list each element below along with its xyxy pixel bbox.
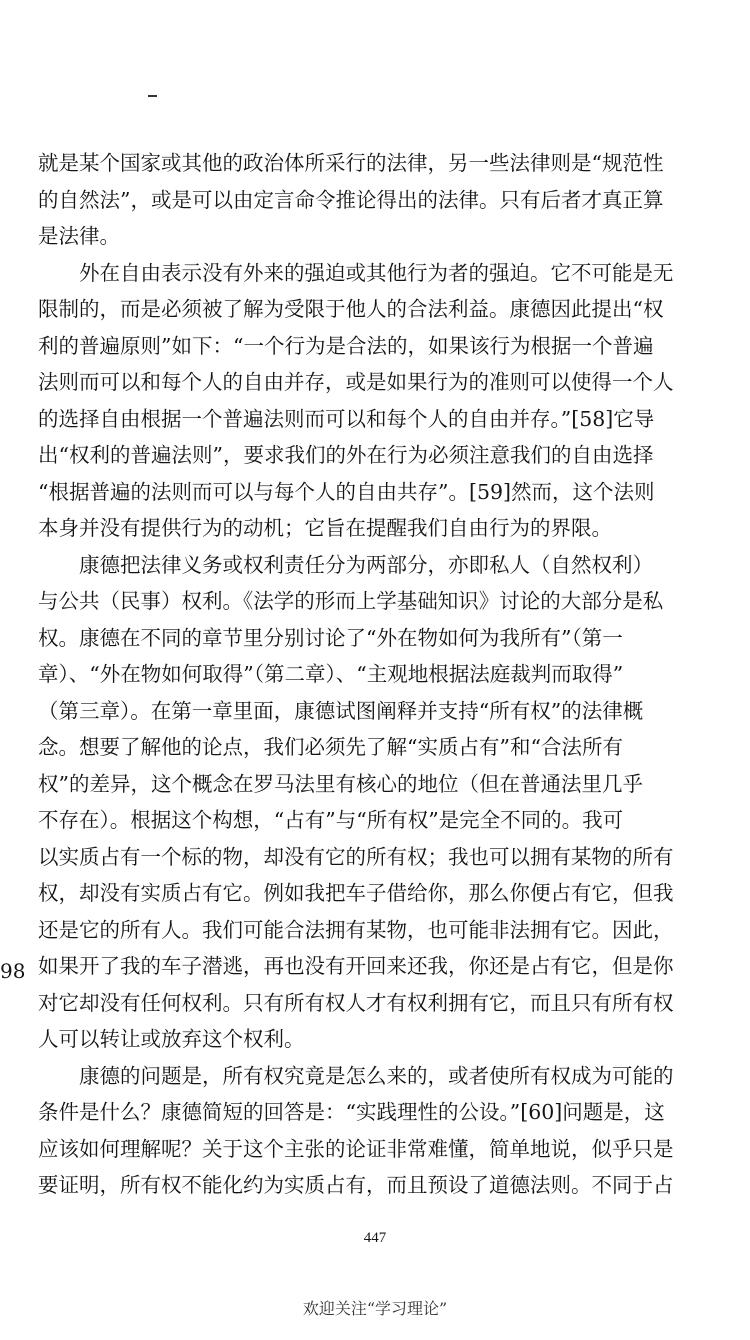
text-line: 权”的差异，这个概念在罗马法里有核心的地位（但在普通法里几乎	[38, 771, 643, 796]
page-number: 447	[363, 1230, 387, 1246]
text-line: 权，却没有实质占有它。例如我把车子借给你，那么你便占有它，但我	[38, 881, 674, 905]
text-line: 人可以转让或放弃这个权利。	[38, 1027, 305, 1051]
margin-page-number: 98	[0, 959, 26, 983]
text-line: 的选择自由根据一个普遍法则而可以和每个人的自由并存。”[58]它导	[38, 406, 655, 431]
text-line: 就是某个国家或其他的政治体所采行的法律，另一些法律则是“规范性	[38, 151, 664, 175]
text-line: 的自然法”，或是可以由定言命令推论得出的法律。只有后者才真正算	[38, 187, 664, 212]
text-line: 章）、“外在物如何取得”（第二章）、“主观地根据法庭裁判而取得”	[38, 662, 624, 686]
text-line: 条件是什么？康德简短的回答是：“实践理性的公设。”[60]问题是，这	[38, 1100, 665, 1124]
text-line: 要证明，所有权不能化约为实质占有，而且预设了道德法则。不同于占	[38, 1173, 674, 1197]
page-mark	[148, 95, 157, 97]
text-line: 康德把法律义务或权利责任分为两部分，亦即私人（自然权利）	[79, 552, 653, 577]
text-line: “根据普遍的法则而可以与每个人的自由共存”。[59]然而，这个法则	[38, 479, 655, 504]
text-line: 出“权利的普遍法则”，要求我们的外在行为必须注意我们的自由选择	[38, 443, 654, 467]
text-line: 如果开了我的车子潜逃，再也没有开回来还我，你还是占有它，但是你	[38, 954, 674, 978]
text-line: 对它却没有任何权利。只有所有权人才有权利拥有它，而且只有所有权	[38, 990, 674, 1015]
text-line: 还是它的所有人。我们可能合法拥有某物，也可能非法拥有它。因此，	[38, 917, 674, 942]
text-line: 本身并没有提供行为的动机；它旨在提醒我们自由行为的界限。	[38, 516, 612, 540]
text-line: 不存在）。根据这个构想，“占有”与“所有权”是完全不同的。我可	[38, 808, 624, 832]
text-line: 外在自由表示没有外来的强迫或其他行为者的强迫。它不可能是无	[79, 260, 674, 285]
text-line: 权。康德在不同的章节里分别讨论了“外在物如何为我所有”（第一	[38, 625, 623, 650]
footer-note: 欢迎关注“学习理论”	[302, 1299, 448, 1318]
text-line: 利的普遍原则”如下：“一个行为是合法的，如果该行为根据一个普遍	[38, 333, 654, 358]
text-line: 康德的问题是，所有权究竟是怎么来的，或者使所有权成为可能的	[79, 1063, 674, 1088]
text-line: （第三章）。在第一章里面，康德试图阐释并支持“所有权”的法律概	[38, 698, 644, 723]
text-line: 念。想要了解他的论点，我们必须先了解“实质占有”和“合法所有	[38, 735, 623, 759]
text-line: 与公共（民事）权利。《法学的形而上学基础知识》讨论的大部分是私	[38, 589, 664, 613]
text-line: 是法律。	[38, 224, 120, 248]
text-line: 应该如何理解呢？关于这个主张的论证非常难懂，简单地说，似乎只是	[38, 1136, 674, 1161]
text-line: 限制的，而是必须被了解为受限于他人的合法利益。康德因此提出“权	[38, 297, 664, 321]
text-line: 以实质占有一个标的物，却没有它的所有权；我也可以拥有某物的所有	[38, 844, 674, 869]
text-line: 法则而可以和每个人的自由并存，或是如果行为的准则可以使得一个人	[38, 370, 674, 394]
